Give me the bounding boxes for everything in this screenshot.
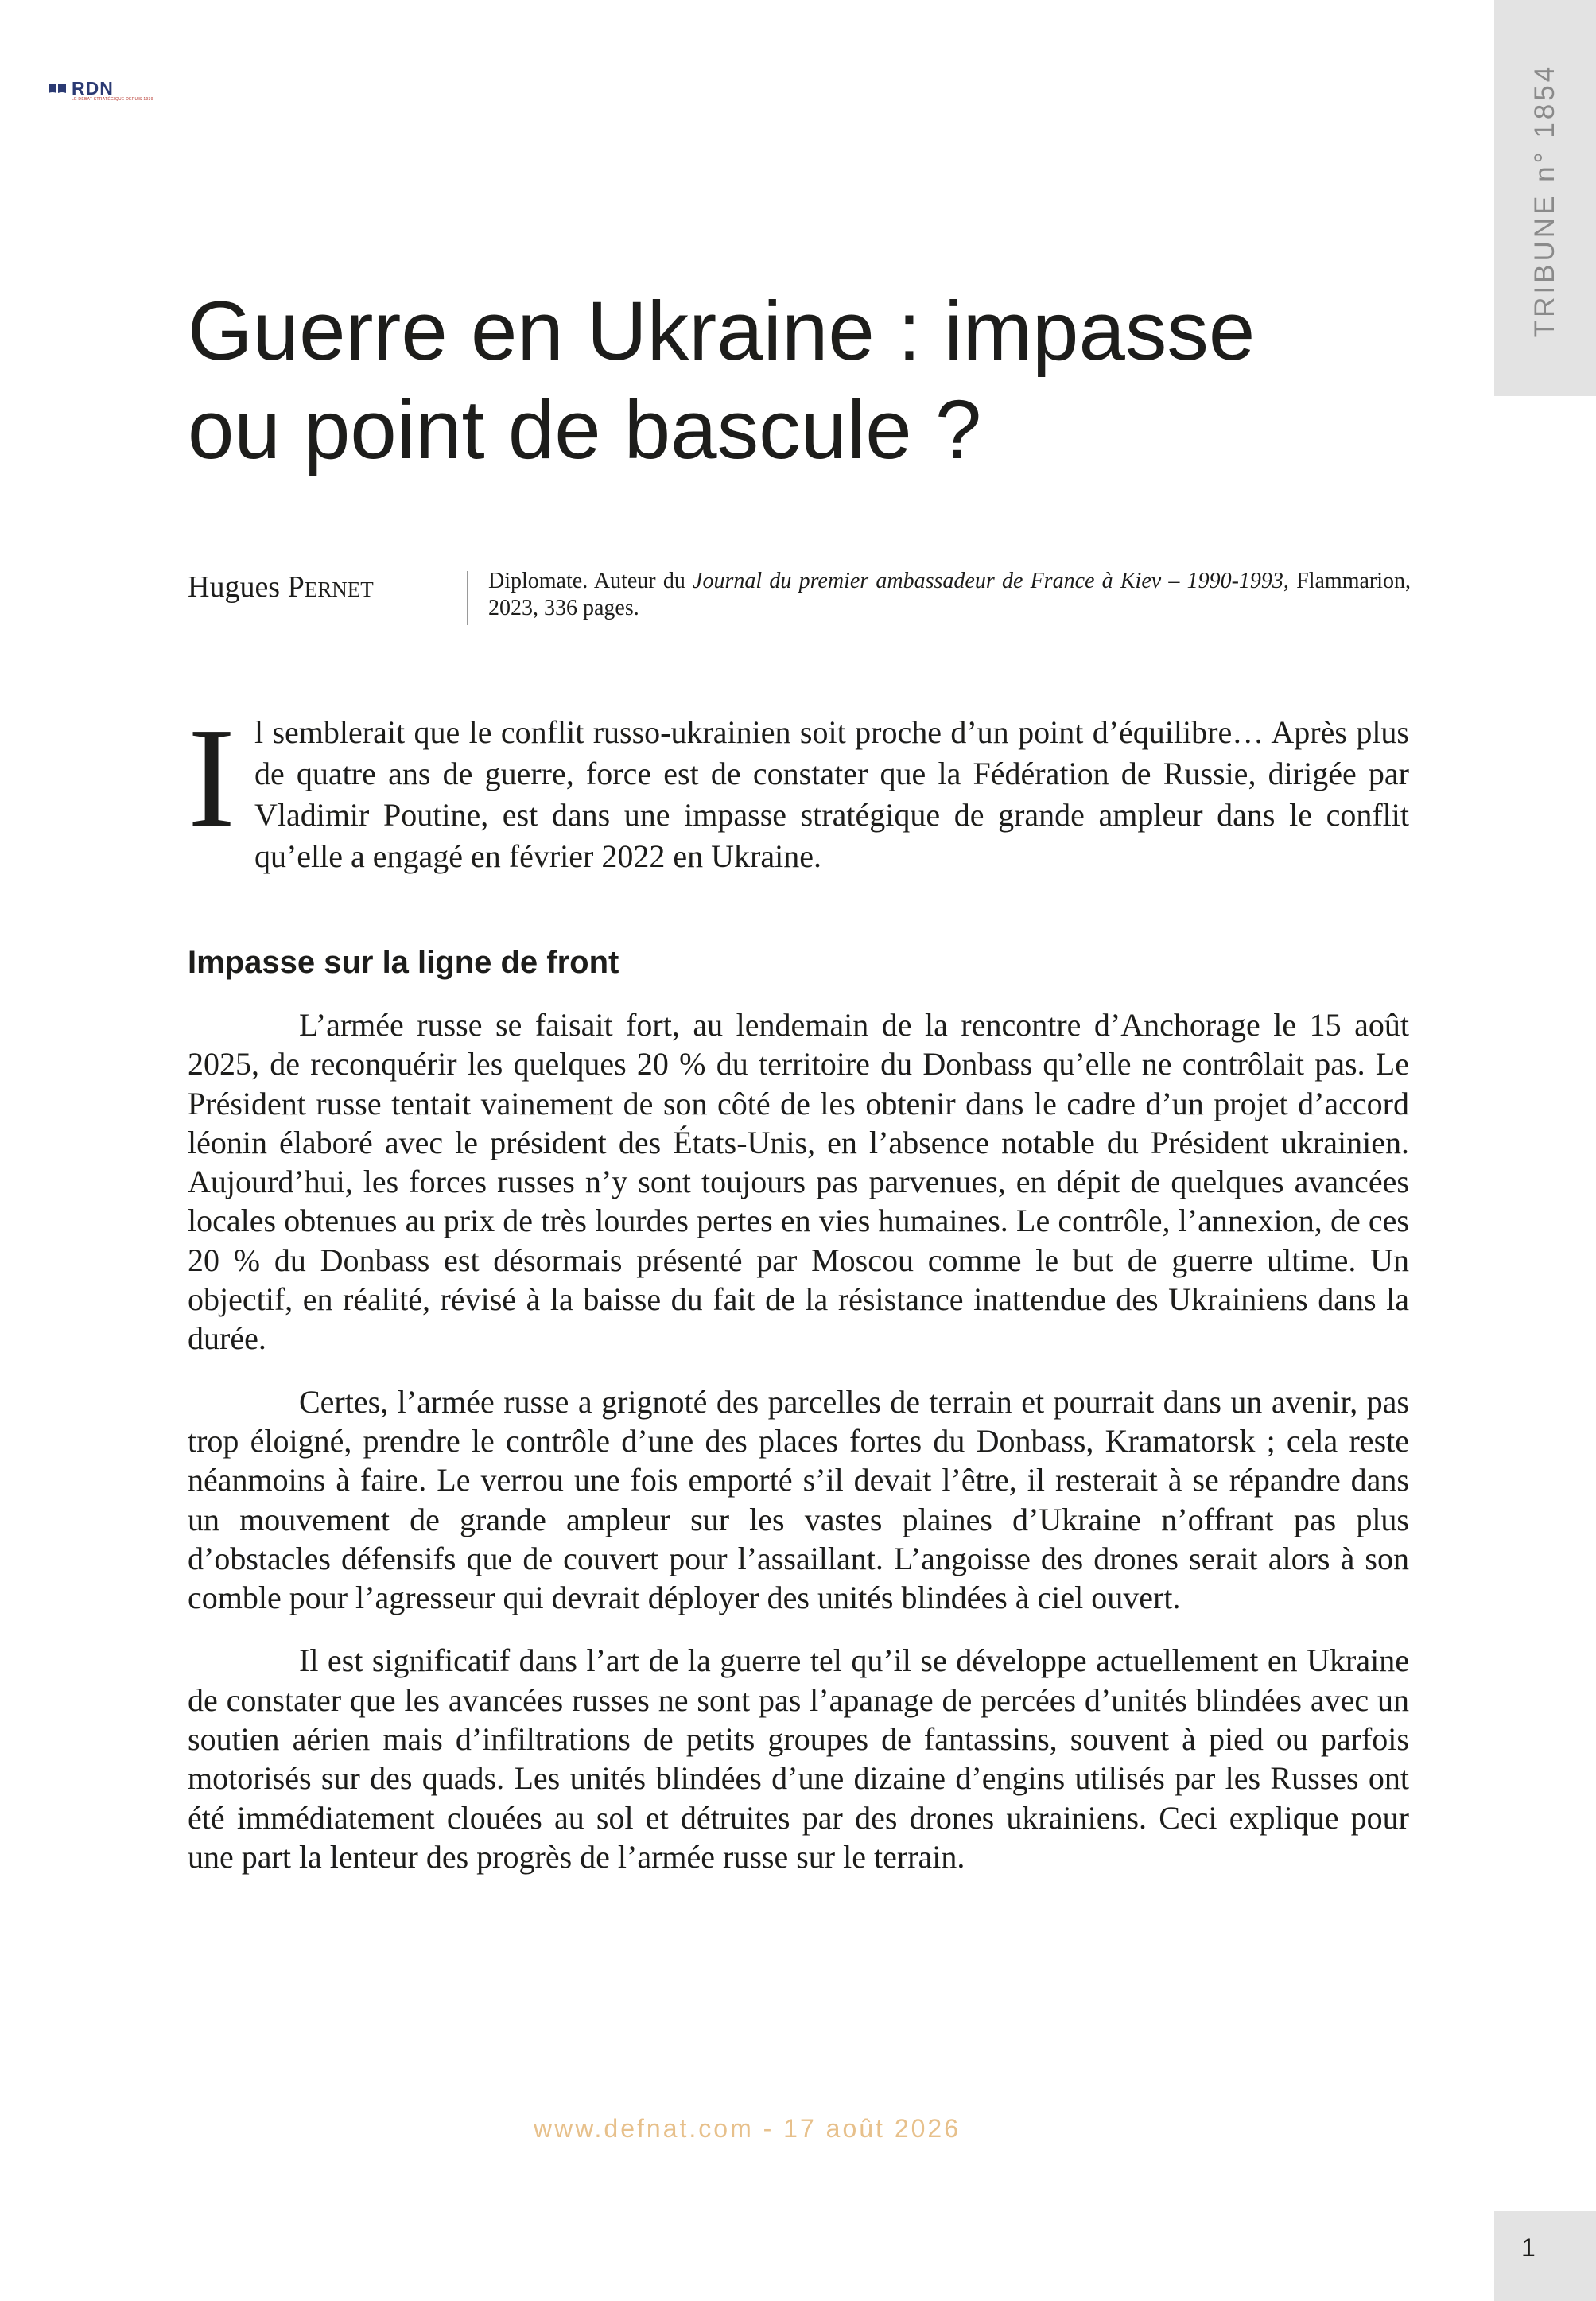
author-bio	[488, 568, 1411, 622]
body-paragraph: Il est significatif dans l’art de la guerre tel qu’il se développe actuellement en Ukraine de constater que les avancées russes ne sont pas l’apanage de percées d’unités blindées avec un soutien aérien mais d’infiltrations de petits groupes de fantassins, souvent à pied ou parfois motorisés sur des quads. Les unités blindées d’une dizaine d’engins utilisés par les Russes ont été immédiatement clouées au sol et détruites par des drones ukrainiens. Ceci explique pour une part la lenteur des progrès de l’armée russe sur le terrain.	[188, 1642, 1409, 1875]
logo-text: RDN	[72, 78, 114, 99]
bio-text-1: Diplomate. Auteur du	[488, 569, 693, 593]
lead-text: l semblerait que le conflit russo-ukrainien soit proche d’un point d’équilibre… Après plus de quatre ans de guerre, force est de constater que la Fédération de Russie, dirigée par Vladimir Poutine, est dans une impasse stratégique de grande ampleur dans le conflit qu’elle a engagé en février 2022 en Ukraine.	[254, 714, 1409, 874]
rdn-logo-icon	[48, 83, 67, 94]
title-line-1: Guerre en Ukraine : impasse	[188, 285, 1256, 378]
section-heading: Impasse sur la ligne de front	[188, 945, 619, 980]
page-number: 1	[1521, 2233, 1536, 2262]
author-name	[188, 569, 374, 604]
author-last-name: Pernet	[287, 570, 374, 604]
logo-tagline: LE DÉBAT STRATÉGIQUE DEPUIS 1939	[72, 97, 153, 102]
body-paragraph: L’armée russe se faisait fort, au lendemain de la rencontre d’Anchorage le 15 août 2025, de reconquérir les quelques 20 % du territoire du Donbass qu’elle ne contrôlait pas. Le Président russe tentait vainement de son côté de les obtenir dans le cadre d’un projet d’accord léonin élaboré avec le président des États-Unis, en l’absence notable du Président ukrainien. Aujourd’hui, les forces russes n’y sont toujours pas parvenues, en dépit de quelques avancées locales obtenues au prix de très lourdes pertes en vies humaines. Le contrôle, l’annexion, de ces 20 % du Donbass est désormais présenté par Moscou comme le but de guerre ultime. Un objectif, en réalité, révisé à la baisse du fait de la résistance inattendue des Ukrainiens dans la durée.	[188, 1007, 1409, 1357]
footer-website-date: www.defnat.com - 17 août 2026	[533, 2114, 961, 2143]
article-title	[188, 282, 1380, 480]
series-label: TRIBUNE n° 1854	[1529, 63, 1560, 338]
rdn-logo	[48, 78, 153, 102]
drop-cap: I	[188, 698, 235, 857]
page-number-tab	[1494, 2211, 1596, 2301]
author-first-name: Hugues	[188, 570, 281, 604]
author-divider	[467, 571, 468, 625]
bio-text-2: , Flammarion, 2023, 336 pages.	[488, 569, 1412, 620]
article-body	[188, 1005, 1409, 1900]
bio-book-title: Journal du premier ambassadeur de France à Kiev – 1990-1993	[693, 569, 1283, 593]
series-side-tab	[1494, 0, 1596, 396]
title-line-2: ou point de bascule ?	[188, 383, 982, 476]
body-paragraph: Certes, l’armée russe a grignoté des parcelles de terrain et pourrait dans un avenir, pas trop éloigné, prendre le contrôle d’une des places fortes du Donbass, Kramatorsk ; cela reste néanmoins à faire. Le verrou une fois emporté s’il devait l’être, il resterait à se répandre dans un mouvement de grande ampleur sur les vastes plaines d’Ukraine n’offrant pas plus d’obstacles défensifs que de couvert pour l’assaillant. L’angoisse des drones serait alors à son comble pour l’agresseur qui devrait déployer des unités blindées à ciel ouvert.	[188, 1383, 1409, 1616]
lead-paragraph	[188, 698, 1409, 877]
